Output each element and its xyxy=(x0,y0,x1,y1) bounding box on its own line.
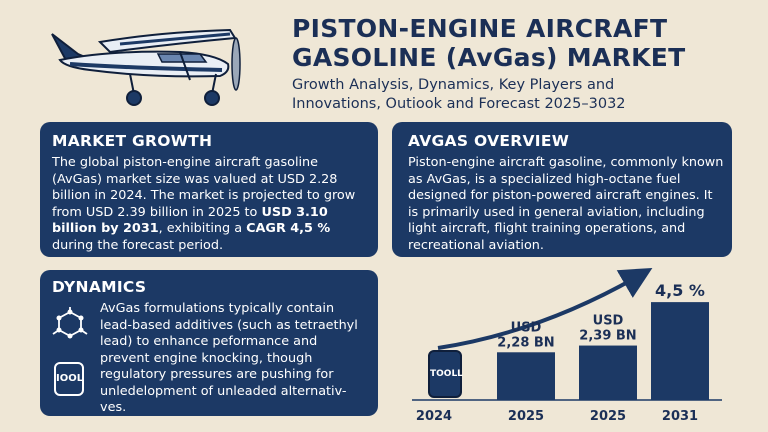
chart-x-tick-label: 2025 xyxy=(507,409,545,424)
chart-bar xyxy=(651,302,709,400)
avgas-overview-text: Piston-engine aircraft gasoline, commonly known as AvGas, is a specialized high-octane fuel designed for piston-powered aircraft engines. It is primarily used in general aviation, including light aircraft, flight training operations, and recreational aviation. xyxy=(408,155,724,253)
chart-x-tick-label: 2025 xyxy=(589,409,627,424)
airplane-illustration xyxy=(30,12,260,112)
chart-bar xyxy=(497,352,555,400)
barrel-icon xyxy=(54,362,84,396)
avgas-overview-heading: AVGAS OVERVIEW xyxy=(408,132,570,150)
market-chart xyxy=(392,262,742,430)
chart-bar xyxy=(579,346,637,400)
barrel-icon-label: IOOL xyxy=(56,373,84,384)
market-growth-text: The global piston-engine aircraft gasoline (AvGas) market size was valued at USD 2.28 billion in 2024. The market is projected to grow from USD 2.39 billion in 2025 to USD 3.10 billion by 2031, exhibiting a CAGR 4,5 % during the forecast period. xyxy=(52,155,356,253)
market-growth-heading: MARKET GROWTH xyxy=(52,132,213,150)
chart-x-tick-label: 2024 xyxy=(415,409,453,424)
airplane-wheel xyxy=(205,91,219,105)
chart-value-label: USD xyxy=(592,313,624,329)
airplane-wheel xyxy=(127,91,141,105)
chart-value-label: USD xyxy=(510,320,542,336)
avgas-overview-panel xyxy=(392,122,732,257)
fuel-barrel-icon xyxy=(428,350,462,398)
dynamics-heading: DYNAMICS xyxy=(52,278,147,296)
chart-value-label: 2,39 BN xyxy=(579,328,637,344)
market-growth-panel xyxy=(40,122,378,257)
dynamics-panel xyxy=(40,270,378,416)
airplane-propeller xyxy=(232,38,240,90)
page-title: PISTON-ENGINE AIRCRAFT GASOLINE (AvGas) MARKET xyxy=(292,14,686,72)
chart-value-label: 2,28 BN xyxy=(497,335,555,351)
molecule-icon xyxy=(50,306,90,342)
chart-x-tick-label: 2031 xyxy=(661,409,699,424)
page-subtitle: Growth Analysis, Dynamics, Key Players and Innovations, Outiook and Forecast 2025–3032 xyxy=(292,77,626,112)
chart-value-label: 4,5 % xyxy=(655,281,705,301)
fuel-barrel-label: TOOLL xyxy=(430,369,463,379)
dynamics-text: AvGas formulations typically contain lead-based additives (such as tetraethyl lead) to enhance peformance and prevent engine knocking, though regulatory pressures are pushing for unledelopment of unleaded alternativ-ves. xyxy=(100,301,358,415)
